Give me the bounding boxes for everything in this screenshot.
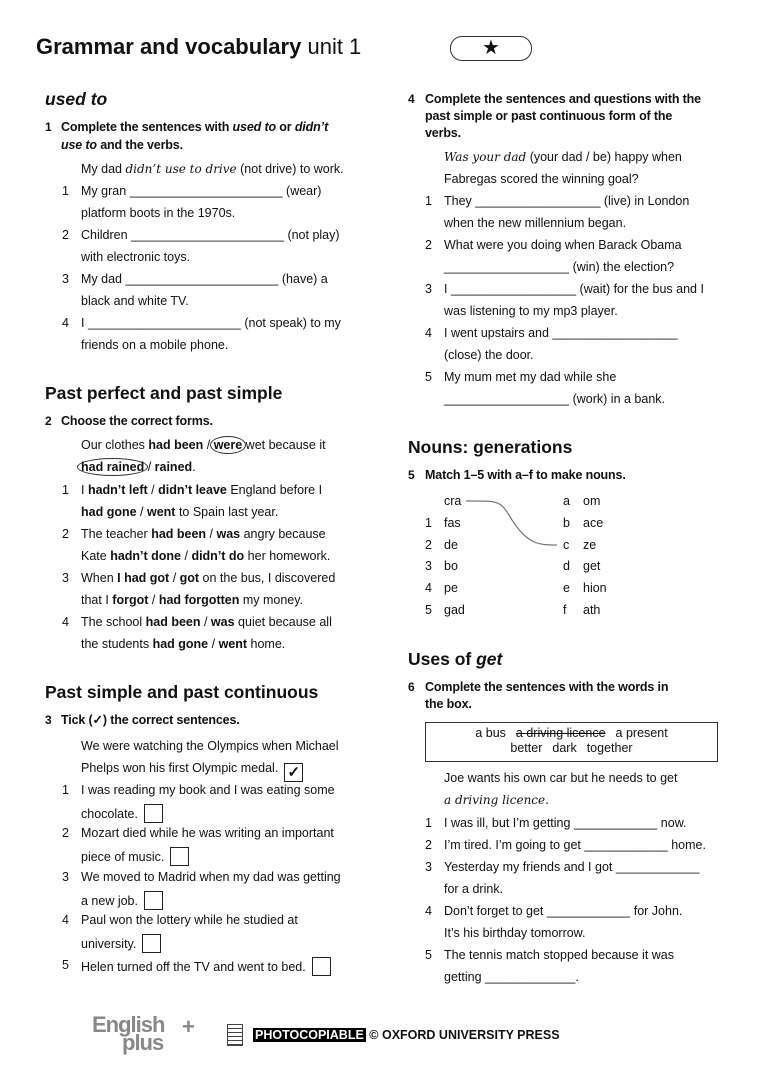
match-number: 1 — [425, 516, 432, 530]
word-ending: get — [583, 559, 601, 573]
text: It’s his birthday tomorrow. — [444, 926, 586, 940]
sentence-text — [81, 271, 328, 287]
sentence-text — [81, 592, 303, 608]
match-letter: d — [563, 559, 570, 573]
text: / — [200, 615, 211, 629]
bold-text: had gone — [152, 637, 209, 651]
english-plus-logo — [92, 1012, 194, 1055]
sentence-text — [81, 459, 196, 475]
logo-line-1: English — [92, 1012, 165, 1037]
bold-text: had been — [145, 615, 201, 629]
sentence-text — [81, 891, 163, 910]
text: The tennis match stopped because it was — [444, 948, 674, 962]
text: Past simple and past continuous — [45, 682, 319, 702]
bold-text: I had got — [117, 571, 170, 585]
title-unit: unit 1 — [307, 34, 362, 59]
text: We moved to Madrid when my dad was getting — [81, 870, 341, 884]
sentence-text — [81, 869, 341, 885]
title-main: Grammar and vocabulary — [36, 34, 302, 59]
sentence-text — [444, 837, 706, 853]
handwritten-answer: didn’t use to drive — [125, 162, 237, 176]
sentence-text — [444, 815, 687, 831]
text: to Spain last year. — [175, 505, 279, 519]
bold-text: past simple or past continuous form of the — [425, 109, 673, 123]
item-number: 2 — [62, 527, 69, 541]
word-start: pe — [444, 581, 458, 595]
bold-text: went — [146, 505, 176, 519]
sentence-text — [444, 859, 699, 875]
exercise-number: 6 — [408, 680, 415, 694]
exercise-number: 1 — [45, 120, 52, 134]
text: / — [144, 460, 155, 474]
sentence-text — [81, 437, 326, 453]
photocopiable-label: PHOTOCOPIABLE — [255, 1028, 364, 1042]
sentence-text — [81, 847, 189, 866]
text: We were watching the Olympics when Michael — [81, 739, 339, 753]
text: with electronic toys. — [81, 250, 191, 264]
text: platform boots in the 1970s. — [81, 206, 236, 220]
match-letter: c — [563, 538, 570, 552]
sentence-text — [81, 760, 303, 782]
instruction-text — [425, 679, 668, 695]
sentence-text — [444, 770, 677, 786]
bold-text: had forgotten — [158, 593, 240, 607]
item-number: 4 — [425, 904, 432, 918]
bold-text: or — [275, 120, 295, 134]
text: I was ill, but I’m getting ____________ now. — [444, 816, 687, 830]
word-start: gad — [444, 603, 465, 617]
box-word: better — [510, 741, 543, 755]
box-word: dark — [552, 741, 577, 755]
photocopy-icon — [227, 1024, 243, 1046]
handwritten-answer: Was your dad — [444, 150, 527, 164]
bold-text: didn’t do — [191, 549, 245, 563]
text: Fabregas scored the winning goal? — [444, 172, 639, 186]
section-heading — [45, 89, 107, 110]
sentence-text — [81, 315, 341, 331]
sentence-text — [81, 614, 332, 630]
word-ending: ath — [583, 603, 601, 617]
page-title — [36, 34, 361, 60]
text: I __________________ (wait) for the bus and I — [444, 282, 704, 296]
text: for a drink. — [444, 882, 504, 896]
word-ending: ace — [583, 516, 604, 530]
bold-italic-text: use to — [61, 138, 97, 152]
text: her homework. — [244, 549, 331, 563]
instruction-text — [425, 108, 672, 124]
sentence-text — [444, 281, 704, 297]
item-number: 2 — [62, 228, 69, 242]
bold-text: went — [218, 637, 248, 651]
sentence-text — [444, 193, 689, 209]
sentence-text — [81, 738, 339, 754]
text: black and white TV. — [81, 294, 189, 308]
text: When — [81, 571, 118, 585]
bold-text: was — [210, 615, 235, 629]
text: Uses of — [408, 649, 477, 669]
tick-box[interactable] — [170, 847, 189, 866]
sentence-text — [444, 969, 579, 985]
text: was listening to my mp3 player. — [444, 304, 618, 318]
bold-text: rained — [154, 460, 193, 474]
sentence-text — [81, 804, 163, 823]
item-number: 1 — [425, 194, 432, 208]
sentence-text — [81, 161, 344, 177]
sentence-text — [444, 391, 665, 407]
sentence-text — [444, 303, 618, 319]
crossed-out-word: a driving licence — [515, 726, 606, 740]
word-start: cra — [444, 494, 462, 508]
item-number: 3 — [425, 860, 432, 874]
bold-text: and the verbs. — [96, 138, 183, 152]
match-letter: b — [563, 516, 570, 530]
sentence-text — [81, 293, 189, 309]
checked-tick-box[interactable]: ✓ — [284, 763, 303, 782]
text: __________________ (win) the election? — [444, 260, 675, 274]
sentence-text — [81, 526, 326, 542]
instruction-text — [61, 413, 213, 429]
text: / — [169, 571, 180, 585]
text: Mozart died while he was writing an important — [81, 826, 334, 840]
item-number: 2 — [62, 826, 69, 840]
item-number: 1 — [62, 483, 69, 497]
text: friends on a mobile phone. — [81, 338, 229, 352]
text: that I — [81, 593, 113, 607]
text: What were you doing when Barack Obama — [444, 238, 682, 252]
item-number: 3 — [425, 282, 432, 296]
bold-text: verbs. — [425, 126, 461, 140]
instruction-text — [61, 119, 328, 135]
text: (close) the door. — [444, 348, 534, 362]
bold-text: Tick ( — [61, 713, 93, 727]
item-number: 5 — [62, 958, 69, 972]
sentence-text — [81, 183, 321, 199]
text: university. — [81, 937, 137, 951]
bold-text: Choose the correct forms. — [61, 414, 213, 428]
item-number: 3 — [62, 571, 69, 585]
sentence-text — [444, 947, 674, 963]
sentence-text — [444, 171, 639, 187]
text: I was reading my book and I was eating some — [81, 783, 335, 797]
sentence-text — [81, 337, 228, 353]
text: . — [192, 460, 196, 474]
text: Yesterday my friends and I got ____________ — [444, 860, 700, 874]
item-number: 4 — [425, 326, 432, 340]
instruction-text — [425, 696, 472, 712]
copyright-notice — [253, 1028, 560, 1042]
bold-italic-text: used to — [232, 120, 276, 134]
text: piece of music. — [81, 850, 165, 864]
sentence-text — [81, 482, 322, 498]
text: (not drive) to work. — [236, 162, 344, 176]
bold-text: got — [179, 571, 200, 585]
match-letter: a — [563, 494, 570, 508]
item-number: 3 — [62, 272, 69, 286]
instruction-text — [61, 712, 240, 728]
bold-text: had been — [148, 438, 204, 452]
word-ending: ze — [583, 538, 597, 552]
item-number: 4 — [62, 316, 69, 330]
sentence-text — [444, 259, 674, 275]
item-number: 2 — [425, 838, 432, 852]
sentence-text — [81, 912, 298, 928]
text: / — [181, 549, 192, 563]
text: angry because — [240, 527, 326, 541]
exercise-number: 3 — [45, 713, 52, 727]
bold-text: hadn’t done — [110, 549, 182, 563]
text: Past perfect and past simple — [45, 383, 283, 403]
text: My dad — [81, 162, 126, 176]
sentence-text — [444, 903, 682, 919]
bold-text: had been — [151, 527, 207, 541]
tick-box[interactable] — [144, 804, 163, 823]
bold-italic-text: used to — [45, 89, 108, 109]
instruction-text — [425, 125, 461, 141]
circled-answer: had rained — [77, 458, 148, 476]
text: Children ______________________ (not play) — [81, 228, 340, 242]
sentence-text — [444, 149, 682, 165]
sentence-text — [81, 934, 161, 953]
bold-italic-text: didn’t — [294, 120, 329, 134]
sentence-text — [444, 347, 534, 363]
text: Don’t forget to get ____________ for John. — [444, 904, 683, 918]
exercise-number: 4 — [408, 92, 415, 106]
bold-text: didn’t leave — [158, 483, 227, 497]
sentence-text — [444, 925, 586, 941]
sentence-text — [444, 369, 616, 385]
text: I went upstairs and __________________ — [444, 326, 678, 340]
tick-box[interactable] — [312, 957, 331, 976]
sentence-text — [81, 548, 330, 564]
bold-text: Complete the sentences and questions with the — [425, 92, 701, 106]
box-word: a present — [615, 726, 668, 740]
instruction-text — [425, 91, 701, 107]
item-number: 4 — [62, 913, 69, 927]
section-heading — [408, 649, 502, 670]
text: Phelps won his first Olympic medal. — [81, 761, 279, 775]
bold-text: Complete the sentences with the words in — [425, 680, 669, 694]
text: / — [206, 527, 217, 541]
word-start: bo — [444, 559, 458, 573]
box-word: a bus — [475, 726, 506, 740]
bold-text: had gone — [81, 505, 137, 519]
text: I ______________________ (not speak) to my — [81, 316, 341, 330]
word-start: de — [444, 538, 458, 552]
box-word: together — [586, 741, 633, 755]
text: Kate — [81, 549, 111, 563]
sentence-text — [444, 325, 678, 341]
bold-text: was — [216, 527, 241, 541]
match-letter: e — [563, 581, 570, 595]
match-number: 3 — [425, 559, 432, 573]
word-ending: hion — [583, 581, 607, 595]
publisher-label: © OXFORD UNIVERSITY PRESS — [369, 1028, 560, 1042]
text: / — [136, 505, 147, 519]
bold-text: ✓ — [92, 713, 103, 727]
text: Paul won the lottery while he studied at — [81, 913, 298, 927]
text: home. — [247, 637, 286, 651]
item-number: 4 — [62, 615, 69, 629]
exercise-number: 2 — [45, 414, 52, 428]
item-number: 3 — [62, 870, 69, 884]
handwritten-answer: a driving licence. — [444, 793, 549, 807]
sentence-text — [444, 237, 682, 253]
text: on the bus, I discovered — [199, 571, 336, 585]
item-number: 1 — [425, 816, 432, 830]
match-number: 2 — [425, 538, 432, 552]
text: My mum met my dad while she — [444, 370, 617, 384]
word-box — [425, 722, 718, 762]
exercise-number: 5 — [408, 468, 415, 482]
text: Our clothes — [81, 438, 149, 452]
section-heading — [45, 383, 282, 404]
text: when the new millennium began. — [444, 216, 627, 230]
logo-plus: + — [182, 1014, 194, 1039]
text: They __________________ (live) in London — [444, 194, 690, 208]
sentence-text — [81, 782, 335, 798]
text: Joe wants his own car but he needs to get — [444, 771, 678, 785]
text: getting _____________. — [444, 970, 579, 984]
text: the students — [81, 637, 153, 651]
tick-box[interactable] — [142, 934, 161, 953]
sentence-text — [81, 636, 285, 652]
text: / — [203, 438, 214, 452]
match-letter: f — [563, 603, 567, 617]
sentence-text — [444, 792, 549, 808]
text: my money. — [239, 593, 304, 607]
bold-text: the box. — [425, 697, 472, 711]
text: I — [81, 483, 88, 497]
bold-text: Match 1–5 with a–f to make nouns. — [425, 468, 626, 482]
instruction-text — [425, 467, 626, 483]
section-heading — [408, 437, 572, 458]
bold-text: forgot — [112, 593, 149, 607]
circled-answer: were — [210, 436, 247, 454]
text: a new job. — [81, 894, 138, 908]
text: The school — [81, 615, 146, 629]
bold-text: Complete the sentences with — [61, 120, 233, 134]
word-start: fas — [444, 516, 461, 530]
star-icon: ★ — [450, 36, 532, 61]
text: (your dad / be) happy when — [526, 150, 682, 164]
text: The teacher — [81, 527, 152, 541]
text: __________________ (work) in a bank. — [444, 392, 666, 406]
item-number: 5 — [425, 948, 432, 962]
sentence-text — [81, 504, 278, 520]
match-number: 5 — [425, 603, 432, 617]
bold-italic-text: get — [476, 649, 503, 669]
instruction-text — [61, 137, 183, 153]
text: Nouns: generations — [408, 437, 573, 457]
logo-line-2: plus — [122, 1030, 164, 1055]
item-number: 1 — [62, 184, 69, 198]
text: wet because it — [242, 438, 326, 452]
text: / — [147, 483, 159, 497]
text: My dad ______________________ (have) a — [81, 272, 328, 286]
bold-text: ) the correct sentences. — [102, 713, 240, 727]
text: chocolate. — [81, 807, 138, 821]
bold-text: hadn’t left — [87, 483, 148, 497]
sentence-text — [81, 227, 340, 243]
text: / — [208, 637, 219, 651]
sentence-text — [81, 570, 335, 586]
sentence-text — [444, 215, 626, 231]
text: England before I — [226, 483, 323, 497]
section-heading — [45, 682, 318, 703]
word-ending: om — [583, 494, 601, 508]
text: quiet because all — [234, 615, 332, 629]
tick-box[interactable] — [144, 891, 163, 910]
sentence-text — [81, 249, 190, 265]
text: / — [148, 593, 159, 607]
text: My gran ______________________ (wear) — [81, 184, 322, 198]
sentence-text — [81, 825, 334, 841]
text: I’m tired. I’m going to get ____________ home. — [444, 838, 706, 852]
item-number: 2 — [425, 238, 432, 252]
sentence-text — [81, 957, 331, 976]
sentence-text — [81, 205, 235, 221]
text: Helen turned off the TV and went to bed. — [81, 960, 306, 974]
sentence-text — [444, 881, 503, 897]
match-number: 4 — [425, 581, 432, 595]
item-number: 1 — [62, 783, 69, 797]
item-number: 5 — [425, 370, 432, 384]
